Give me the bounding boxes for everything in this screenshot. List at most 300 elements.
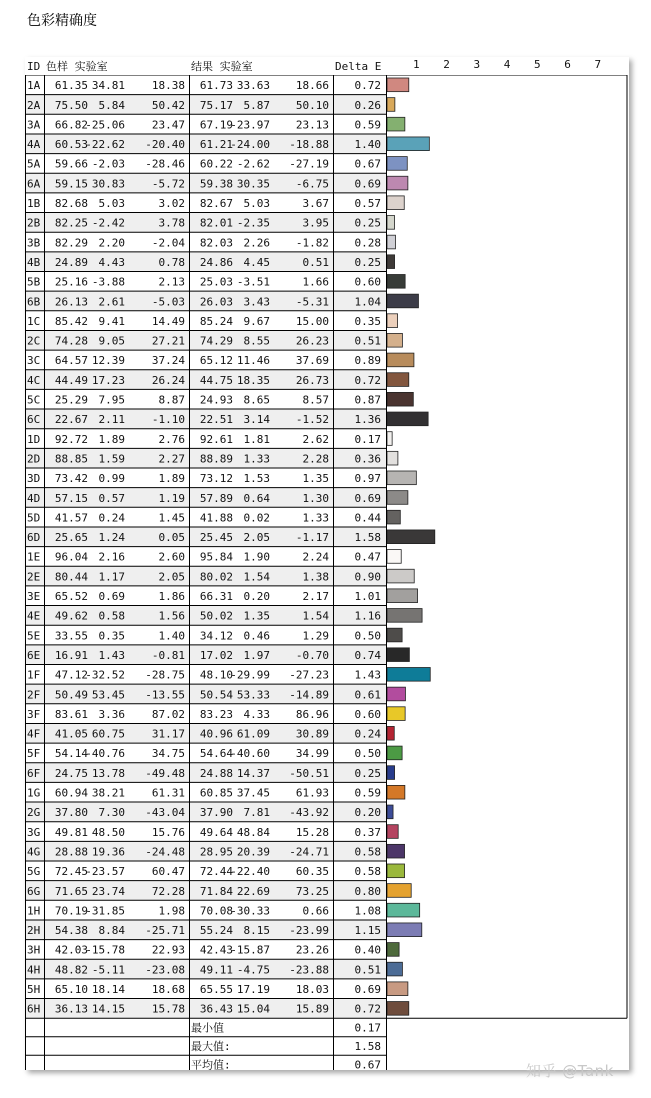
sample-lab-value: 42.03	[54, 943, 88, 957]
result-lab-value: 75.17	[199, 98, 233, 112]
row-id: 6E	[27, 648, 41, 662]
sample-lab-value: 60.94	[54, 786, 88, 800]
result-lab-value: 1.38	[302, 570, 329, 584]
row-id: 5F	[27, 747, 41, 761]
result-lab-value: 3.14	[243, 413, 270, 427]
sample-lab-value: 0.69	[98, 590, 125, 604]
delta-e-value: 0.89	[354, 354, 381, 368]
result-lab-value: 60.35	[295, 865, 329, 879]
result-lab-value: 0.51	[302, 255, 329, 269]
sample-lab-value: -31.85	[85, 904, 125, 918]
result-lab-value: 71.84	[199, 884, 233, 898]
result-lab-value: 1.54	[302, 609, 329, 623]
row-id: 2B	[27, 216, 41, 230]
row-id: 1C	[27, 314, 41, 328]
sample-lab-value: -23.08	[145, 963, 185, 977]
delta-e-value: 1.36	[354, 413, 381, 427]
result-lab-value: 1.97	[243, 648, 270, 662]
row-id: 5D	[27, 511, 41, 525]
result-lab-value: 0.02	[243, 511, 270, 525]
result-lab-value: 82.01	[199, 216, 233, 230]
delta-e-bar	[387, 923, 422, 937]
result-lab-value: 70.08	[199, 904, 233, 918]
result-lab-value: 25.03	[199, 275, 233, 289]
sample-lab-value: 82.68	[54, 197, 88, 211]
row-id: 4A	[27, 138, 41, 152]
result-lab-value: -50.51	[289, 766, 329, 780]
result-lab-value: 74.29	[199, 334, 233, 348]
result-lab-value: -1.52	[295, 413, 329, 427]
sample-lab-value: 34.81	[91, 79, 125, 93]
delta-e-bar	[387, 294, 418, 308]
delta-e-bar	[387, 589, 418, 603]
sample-lab-value: 5.03	[98, 197, 125, 211]
result-lab-value: 15.00	[295, 314, 329, 328]
summary-value: 1.58	[354, 1040, 381, 1054]
result-lab-value: 60.22	[199, 157, 233, 171]
sample-lab-value: 26.13	[54, 295, 88, 309]
result-lab-value: 11.46	[236, 354, 270, 368]
delta-e-value: 0.24	[354, 727, 381, 741]
row-id: 1A	[27, 79, 41, 93]
delta-e-value: 0.72	[354, 1002, 381, 1016]
delta-e-value: 0.87	[354, 393, 381, 407]
delta-e-bar	[387, 962, 402, 976]
sample-lab-value: 9.41	[98, 314, 125, 328]
result-lab-value: 36.43	[199, 1002, 233, 1016]
delta-e-value: 0.74	[354, 648, 381, 662]
delta-e-bar	[387, 884, 411, 898]
delta-e-bar	[387, 844, 405, 858]
sample-lab-value: 36.13	[54, 1002, 88, 1016]
result-lab-value: 3.95	[302, 216, 329, 230]
sample-lab-value: 3.02	[158, 197, 185, 211]
summary-value: 0.67	[354, 1058, 381, 1070]
delta-e-bar	[387, 668, 430, 682]
sample-lab-value: 1.89	[98, 432, 125, 446]
result-lab-value: 15.89	[295, 1002, 329, 1016]
result-lab-value: 24.88	[199, 766, 233, 780]
delta-e-value: 0.20	[354, 806, 381, 820]
result-lab-value: 3.43	[243, 295, 270, 309]
sample-lab-value: 50.49	[54, 688, 88, 702]
summary-label: 最大值:	[191, 1040, 231, 1054]
sample-lab-value: 0.99	[98, 472, 125, 486]
row-id: 4H	[27, 963, 41, 977]
result-lab-value: 24.93	[199, 393, 233, 407]
sample-lab-value: -25.71	[145, 924, 185, 938]
sample-lab-value: -2.04	[151, 236, 185, 250]
result-lab-value: 2.05	[243, 531, 270, 545]
sample-lab-value: 82.29	[54, 236, 88, 250]
row-id: 3C	[27, 354, 41, 368]
delta-e-bar	[387, 255, 395, 269]
sample-lab-value: 59.15	[54, 177, 88, 191]
sample-lab-value: 65.52	[54, 590, 88, 604]
axis-tick-label: 2	[443, 58, 450, 71]
result-lab-value: 92.61	[199, 432, 233, 446]
sample-lab-value: 49.62	[54, 609, 88, 623]
row-id: 4C	[27, 373, 41, 387]
result-lab-value: 37.45	[236, 786, 270, 800]
sample-lab-value: 31.17	[151, 727, 185, 741]
sample-lab-value: -1.10	[151, 413, 185, 427]
result-lab-value: -40.60	[230, 747, 270, 761]
sample-lab-value: 1.40	[158, 629, 185, 643]
sample-lab-value: 2.76	[158, 432, 185, 446]
sample-lab-value: 1.98	[158, 904, 185, 918]
delta-e-value: 0.59	[354, 118, 381, 132]
sample-lab-value: 37.80	[54, 806, 88, 820]
result-lab-value: 1.29	[302, 629, 329, 643]
result-lab-value: 42.43	[199, 943, 233, 957]
sample-lab-value: -2.42	[91, 216, 125, 230]
delta-e-bar	[387, 746, 402, 760]
sample-lab-value: 61.31	[151, 786, 185, 800]
sample-lab-value: 59.66	[54, 157, 88, 171]
sample-lab-value: 18.68	[151, 983, 185, 997]
delta-e-value: 0.26	[354, 98, 381, 112]
row-id: 2H	[27, 924, 41, 938]
delta-e-bar	[387, 628, 402, 642]
result-lab-value: 0.46	[243, 629, 270, 643]
result-lab-value: 82.03	[199, 236, 233, 250]
result-lab-value: -1.82	[295, 236, 329, 250]
result-lab-value: -27.23	[289, 668, 329, 682]
delta-e-value: 0.47	[354, 550, 381, 564]
sample-lab-value: 3.78	[158, 216, 185, 230]
axis-tick-label: 1	[412, 58, 420, 71]
delta-e-bar	[387, 805, 393, 819]
sample-lab-value: 23.47	[151, 118, 185, 132]
table-summary	[191, 1021, 381, 1070]
row-id: 3G	[27, 825, 41, 839]
result-lab-value: 44.75	[199, 373, 233, 387]
result-lab-value: 40.96	[199, 727, 233, 741]
row-id: 3F	[27, 707, 41, 721]
sample-lab-value: 22.93	[151, 943, 185, 957]
result-lab-value: 1.66	[302, 275, 329, 289]
result-lab-value: 1.33	[302, 511, 329, 525]
delta-e-value: 0.57	[354, 197, 381, 211]
sample-lab-value: -20.40	[145, 138, 185, 152]
result-lab-value: -6.75	[295, 177, 329, 191]
sample-lab-value: 66.82	[54, 118, 88, 132]
sample-lab-value: 60.47	[151, 865, 185, 879]
delta-e-value: 0.50	[354, 629, 381, 643]
result-lab-value: 50.02	[199, 609, 233, 623]
result-lab-value: 8.55	[243, 334, 270, 348]
result-lab-value: 30.35	[236, 177, 270, 191]
sample-lab-value: 0.24	[98, 511, 125, 525]
sample-lab-value: 41.05	[54, 727, 88, 741]
delta-e-value: 0.28	[354, 236, 381, 250]
result-lab-value: 83.23	[199, 707, 233, 721]
result-lab-value: -24.71	[289, 845, 329, 859]
sample-lab-value: -32.52	[85, 668, 125, 682]
sample-lab-value: 85.42	[54, 314, 88, 328]
sample-lab-value: 16.91	[54, 648, 88, 662]
result-lab-value: 23.13	[295, 118, 329, 132]
delta-e-bar	[387, 176, 408, 190]
sample-lab-value: -3.88	[91, 275, 125, 289]
sample-lab-value: 53.45	[91, 688, 125, 702]
row-id: 4B	[27, 255, 41, 269]
result-lab-value: -0.70	[295, 648, 329, 662]
row-id: 6H	[27, 1002, 41, 1016]
result-lab-value: 1.81	[243, 432, 270, 446]
row-id: 4F	[27, 727, 41, 741]
result-lab-value: 5.87	[243, 98, 270, 112]
sample-lab-value: 57.15	[54, 491, 88, 505]
result-lab-value: 82.67	[199, 197, 233, 211]
delta-e-value: 1.04	[354, 295, 381, 309]
sample-lab-value: 54.14	[54, 747, 88, 761]
delta-e-bar	[387, 432, 392, 446]
row-id: 2D	[27, 452, 41, 466]
delta-e-bar	[387, 687, 405, 701]
sample-lab-value: 2.05	[158, 570, 185, 584]
delta-e-bar	[387, 1002, 409, 1016]
sample-lab-value: 0.35	[98, 629, 125, 643]
delta-e-bar	[387, 943, 399, 957]
result-lab-value: 26.03	[199, 295, 233, 309]
sample-lab-value: 1.19	[158, 491, 185, 505]
sample-lab-value: 60.75	[91, 727, 125, 741]
sample-lab-value: 92.72	[54, 432, 88, 446]
sample-lab-value: 28.88	[54, 845, 88, 859]
result-lab-value: 72.44	[199, 865, 233, 879]
delta-e-value: 0.37	[354, 825, 381, 839]
delta-e-bar	[387, 707, 405, 721]
result-lab-value: 0.66	[302, 904, 329, 918]
sample-lab-value: 83.61	[54, 707, 88, 721]
row-id: 3D	[27, 472, 41, 486]
sample-lab-value: 65.10	[54, 983, 88, 997]
sample-lab-value: 88.85	[54, 452, 88, 466]
row-id: 1F	[27, 668, 41, 682]
result-lab-value: 3.67	[302, 197, 329, 211]
delta-e-value: 0.69	[354, 983, 381, 997]
result-lab-value: -23.88	[289, 963, 329, 977]
row-id: 6B	[27, 295, 41, 309]
watermark: 知乎 @Tank	[526, 1062, 614, 1080]
sample-lab-value: 24.89	[54, 255, 88, 269]
delta-e-bar	[387, 609, 422, 623]
result-lab-value: 26.73	[295, 373, 329, 387]
result-lab-value: 65.12	[199, 354, 233, 368]
axis-tick-label: 6	[564, 58, 571, 71]
delta-e-value: 0.58	[354, 845, 381, 859]
delta-e-value: 0.25	[354, 216, 381, 230]
sample-lab-value: 15.76	[151, 825, 185, 839]
delta-e-bar	[387, 314, 398, 328]
sample-lab-value: 2.11	[98, 413, 125, 427]
sample-lab-value: 38.21	[91, 786, 125, 800]
row-id: 6C	[27, 413, 41, 427]
delta-e-bar	[387, 982, 408, 996]
delta-e-value: 0.25	[354, 255, 381, 269]
delta-e-bar	[387, 648, 409, 662]
delta-e-bar	[387, 864, 405, 878]
result-lab-value: 7.81	[243, 806, 270, 820]
delta-e-value: 0.40	[354, 943, 381, 957]
axis-tick-label: 5	[533, 58, 541, 71]
row-id: 5E	[27, 629, 41, 643]
delta-e-bar	[387, 491, 408, 505]
delta-e-bar	[387, 451, 398, 465]
sample-lab-value: 19.36	[91, 845, 125, 859]
sample-lab-value: 50.42	[151, 98, 185, 112]
sample-lab-value: 24.75	[54, 766, 88, 780]
sample-lab-value: 1.89	[158, 472, 185, 486]
sample-lab-value: 1.45	[158, 511, 185, 525]
result-lab-value: 1.90	[243, 550, 270, 564]
header-sample: 色样 实验室	[46, 60, 108, 73]
axis-tick-label: 4	[503, 58, 511, 71]
sample-lab-value: 47.12	[54, 668, 88, 682]
delta-e-value: 0.69	[354, 491, 381, 505]
sample-lab-value: 2.60	[158, 550, 185, 564]
sample-lab-value: 22.67	[54, 413, 88, 427]
sample-lab-value: 37.24	[151, 354, 185, 368]
sample-lab-value: 2.27	[158, 452, 185, 466]
result-lab-value: 95.84	[199, 550, 233, 564]
delta-e-value: 1.40	[354, 138, 381, 152]
result-lab-value: 15.28	[295, 825, 329, 839]
header-delta: Delta E	[335, 60, 382, 73]
sample-lab-value: 12.39	[91, 354, 125, 368]
axis-tick-label: 3	[473, 58, 481, 71]
color-accuracy-table	[25, 57, 629, 1070]
sample-lab-value: 1.17	[98, 570, 125, 584]
sample-lab-value: 25.65	[54, 531, 88, 545]
sample-lab-value: 1.56	[158, 609, 185, 623]
result-lab-value: -23.97	[230, 118, 270, 132]
row-id: 5C	[27, 393, 41, 407]
result-lab-value: 49.11	[199, 963, 233, 977]
sample-lab-value: 2.61	[98, 295, 125, 309]
row-id: 2F	[27, 688, 41, 702]
row-id: 6F	[27, 766, 41, 780]
sample-lab-value: -5.03	[151, 295, 185, 309]
delta-e-bar	[387, 78, 409, 92]
delta-e-value: 1.15	[354, 924, 381, 938]
delta-e-value: 1.16	[354, 609, 381, 623]
row-id: 4D	[27, 491, 41, 505]
delta-e-value: 0.50	[354, 747, 381, 761]
page-title: 色彩精确度	[27, 13, 97, 29]
delta-e-bar	[387, 196, 404, 210]
row-id: 2A	[27, 98, 41, 112]
result-lab-value: 1.53	[243, 472, 270, 486]
result-lab-value: 25.45	[199, 531, 233, 545]
delta-e-bar	[387, 117, 405, 131]
result-lab-value: 48.84	[236, 825, 270, 839]
sample-lab-value: 15.78	[151, 1002, 185, 1016]
result-lab-value: 2.28	[302, 452, 329, 466]
delta-e-value: 0.44	[354, 511, 381, 525]
result-lab-value: 2.26	[243, 236, 270, 250]
result-lab-value: -23.99	[289, 924, 329, 938]
result-lab-value: -3.51	[236, 275, 270, 289]
row-id: 3A	[27, 118, 41, 132]
delta-e-bar	[387, 98, 395, 112]
sample-lab-value: 1.59	[98, 452, 125, 466]
result-lab-value: 57.89	[199, 491, 233, 505]
sample-lab-value: 8.84	[98, 924, 125, 938]
delta-e-bar	[387, 373, 409, 387]
result-lab-value: 61.73	[199, 79, 233, 93]
row-id: 3E	[27, 590, 41, 604]
sample-lab-value: 44.49	[54, 373, 88, 387]
sample-lab-value: 3.36	[98, 707, 125, 721]
result-lab-value: -4.75	[236, 963, 270, 977]
sample-lab-value: 74.28	[54, 334, 88, 348]
sample-lab-value: 0.58	[98, 609, 125, 623]
result-lab-value: -2.35	[236, 216, 270, 230]
sample-lab-value: 87.02	[151, 707, 185, 721]
sample-lab-value: 7.30	[98, 806, 125, 820]
result-lab-value: -2.62	[236, 157, 270, 171]
result-lab-value: 4.45	[243, 255, 270, 269]
result-lab-value: 49.64	[199, 825, 233, 839]
row-id: 3H	[27, 943, 41, 957]
result-lab-value: 61.93	[295, 786, 329, 800]
result-lab-value: 4.33	[243, 707, 270, 721]
sample-lab-value: 72.28	[151, 884, 185, 898]
result-lab-value: 22.69	[236, 884, 270, 898]
sample-lab-value: 2.13	[158, 275, 185, 289]
delta-e-value: 0.69	[354, 177, 381, 191]
result-lab-value: 8.15	[243, 924, 270, 938]
result-lab-value: -5.31	[295, 295, 329, 309]
sample-lab-value: 61.35	[54, 79, 88, 93]
delta-e-bar	[387, 825, 398, 839]
summary-label: 平均值:	[191, 1058, 231, 1070]
sample-lab-value: -0.81	[151, 648, 185, 662]
row-id: 1G	[27, 786, 41, 800]
sample-lab-value: 1.86	[158, 590, 185, 604]
delta-e-bar	[387, 275, 405, 289]
delta-e-value: 0.60	[354, 275, 381, 289]
result-lab-value: 54.64	[199, 747, 233, 761]
delta-e-value: 1.43	[354, 668, 381, 682]
row-id: 5B	[27, 275, 41, 289]
delta-e-bar	[387, 550, 401, 564]
result-lab-value: 14.37	[236, 766, 270, 780]
result-lab-value: 1.35	[243, 609, 270, 623]
result-lab-value: 18.35	[236, 373, 270, 387]
result-lab-value: 0.20	[243, 590, 270, 604]
delta-e-value: 0.60	[354, 707, 381, 721]
sample-lab-value: -25.06	[85, 118, 125, 132]
result-lab-value: 1.30	[302, 491, 329, 505]
axis-tick-label: 7	[594, 58, 602, 71]
result-lab-value: 9.67	[243, 314, 270, 328]
delta-e-value: 1.58	[354, 531, 381, 545]
delta-e-value: 0.51	[354, 334, 381, 348]
result-lab-value: 17.02	[199, 648, 233, 662]
result-lab-value: 15.04	[236, 1002, 270, 1016]
sample-lab-value: 17.23	[91, 373, 125, 387]
result-lab-value: 28.95	[199, 845, 233, 859]
row-id: 1E	[27, 550, 41, 564]
row-id: 1B	[27, 197, 41, 211]
row-id: 6G	[27, 884, 41, 898]
sample-lab-value: -13.55	[145, 688, 185, 702]
result-lab-value: 73.25	[295, 884, 329, 898]
